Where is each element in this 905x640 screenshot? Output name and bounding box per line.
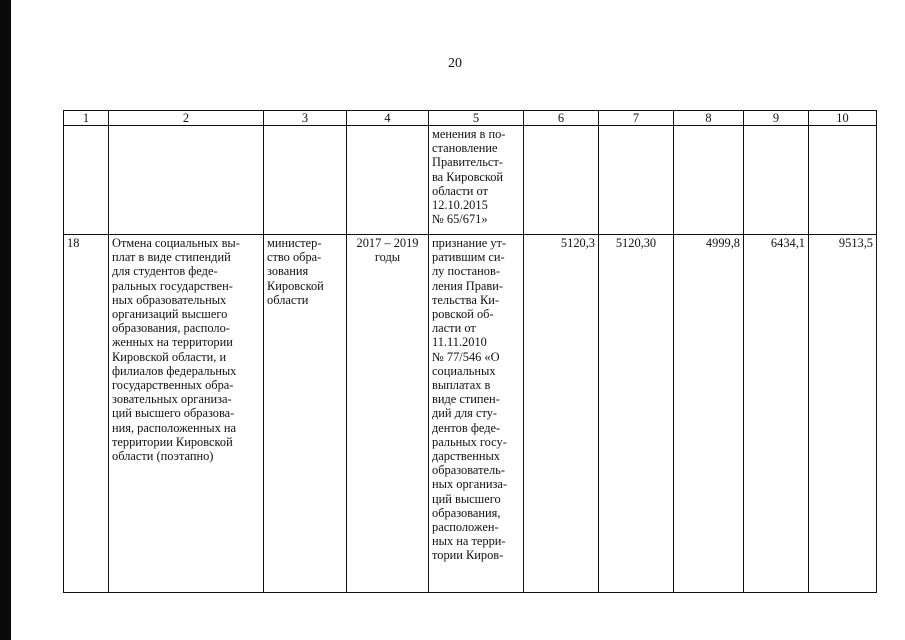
basis-text: признание ут- ратившим си- лу постанов- ления Прави- тельства Ки- ровской об- ласти от 11.11.2010 № 77/546 «О социальных выплатах в виде стипен- дий для сту- дентов феде- ральных госу- дарственных образователь- ных организа- ций высшего образования, расположен- ных на терри- тории Киров- xyxy=(432,236,508,563)
value-cell-6: 5120,3 xyxy=(524,235,599,593)
column-header: 2 xyxy=(109,111,264,126)
measure-name-text: Отмена социальных вы- плат в виде стипендий для студентов феде- ральных государствен- ных образовательных организаций высшего образования, располо- женных на территории Кировской области, и филиалов федеральных государственных обра- зовательных организа- ций высшего образова- ния, расположенных на территории Кировской области (поэтапно) xyxy=(112,236,240,464)
table-cell xyxy=(109,126,264,235)
table-cell xyxy=(347,126,429,235)
column-header: 9 xyxy=(744,111,809,126)
value-cell-9: 6434,1 xyxy=(744,235,809,593)
column-number-row xyxy=(64,111,877,126)
table-cell xyxy=(64,126,109,235)
table-row-continuation xyxy=(64,126,877,235)
basis-cell xyxy=(429,235,524,593)
executor-cell xyxy=(264,235,347,593)
table-cell xyxy=(744,126,809,235)
value-cell-7: 5120,30 xyxy=(599,235,674,593)
column-header: 1 xyxy=(64,111,109,126)
measures-table xyxy=(63,110,877,593)
basis-continuation-text: менения в по- становление Правительст- ва Кировской области от 12.10.2015 № 65/671» xyxy=(432,127,506,227)
column-header: 5 xyxy=(429,111,524,126)
column-header: 8 xyxy=(674,111,744,126)
column-header: 6 xyxy=(524,111,599,126)
table-cell xyxy=(599,126,674,235)
table-cell xyxy=(524,126,599,235)
scan-edge-bar xyxy=(0,0,11,640)
column-header: 3 xyxy=(264,111,347,126)
measure-name-cell xyxy=(109,235,264,593)
column-header: 10 xyxy=(809,111,877,126)
value-cell-10: 9513,5 xyxy=(809,235,877,593)
row-number: 18 xyxy=(64,235,109,593)
page-number: 20 xyxy=(448,56,462,71)
period-cell xyxy=(347,235,429,593)
column-header: 4 xyxy=(347,111,429,126)
period-text: 2017 – 2019 годы xyxy=(356,236,419,265)
table-cell xyxy=(429,126,524,235)
column-header: 7 xyxy=(599,111,674,126)
table-row xyxy=(64,235,877,593)
table-cell xyxy=(809,126,877,235)
table-cell xyxy=(264,126,347,235)
executor-text: министер- ство обра- зования Кировской области xyxy=(267,236,324,307)
value-cell-8: 4999,8 xyxy=(674,235,744,593)
table-cell xyxy=(674,126,744,235)
